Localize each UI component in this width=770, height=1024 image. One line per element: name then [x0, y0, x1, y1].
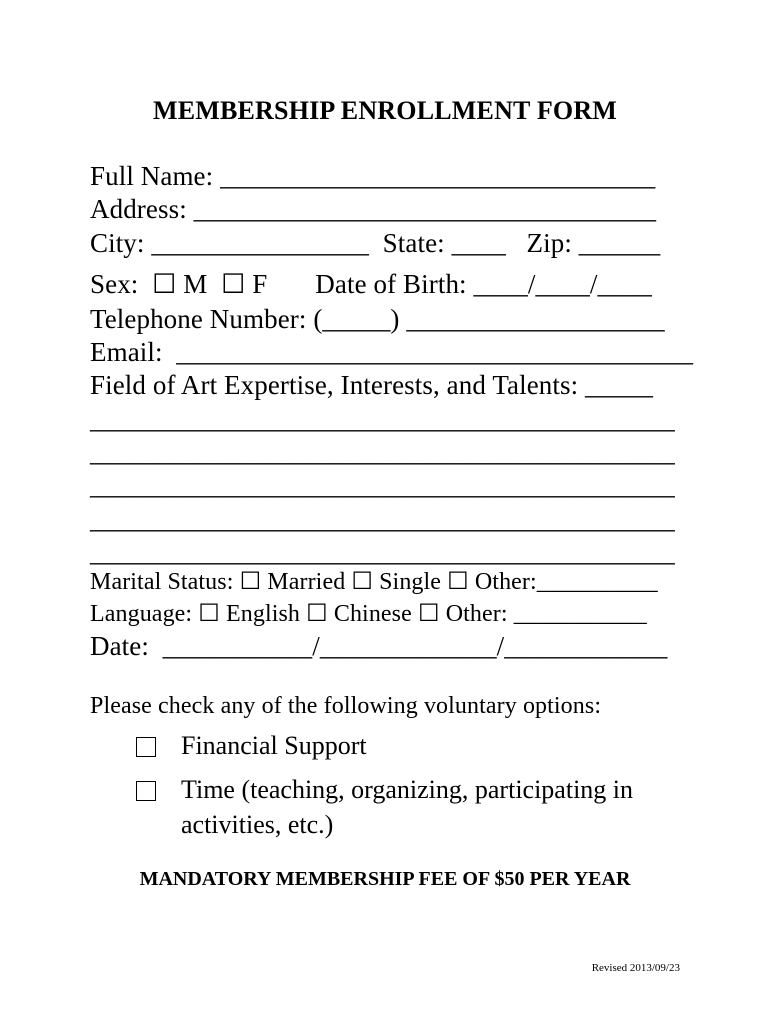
language-field[interactable]: Language: ☐ English ☐ Chinese ☐ Other: ___________	[90, 601, 647, 627]
telephone-field[interactable]: Telephone Number: (_____) ___________________	[90, 304, 665, 334]
art-expertise-field[interactable]: Field of Art Expertise, Interests, and Talents: _____	[90, 370, 654, 400]
option-label: Financial Support	[181, 731, 367, 760]
sex-dob-field[interactable]: Sex: ☐ M ☐ F Date of Birth: ____/____/____	[90, 269, 652, 299]
checkbox[interactable]	[136, 781, 156, 801]
date-field[interactable]: Date: ___________/_____________/____________	[90, 631, 668, 661]
checkbox[interactable]	[136, 737, 156, 757]
full-name-field[interactable]: Full Name: ________________________________	[90, 161, 656, 191]
blank-line-4[interactable]: ___________________________________________	[90, 504, 675, 534]
blank-line-2[interactable]: ___________________________________________	[90, 437, 675, 467]
form-title: MEMBERSHIP ENROLLMENT FORM	[152, 96, 618, 125]
city-state-zip-field[interactable]: City: ________________ State: ____ Zip: ______	[90, 228, 661, 258]
blank-line-5[interactable]: ___________________________________________	[90, 537, 675, 567]
option-label: Time (teaching, organizing, participating in	[181, 775, 634, 804]
option-label-continued: activities, etc.)	[181, 810, 334, 839]
address-field[interactable]: Address: __________________________________	[90, 194, 657, 224]
voluntary-options-prompt: Please check any of the following voluntary options:	[90, 693, 602, 719]
blank-line-3[interactable]: ___________________________________________	[90, 470, 675, 500]
blank-line-1[interactable]: ___________________________________________	[90, 404, 675, 434]
marital-status-field[interactable]: Marital Status: ☐ Married ☐ Single ☐ Other:__________	[90, 569, 658, 595]
membership-fee-notice: MANDATORY MEMBERSHIP FEE OF $50 PER YEAR	[139, 868, 631, 890]
email-field[interactable]: Email: ______________________________________	[90, 337, 694, 367]
revision-date: Revised 2013/09/23	[591, 962, 680, 974]
